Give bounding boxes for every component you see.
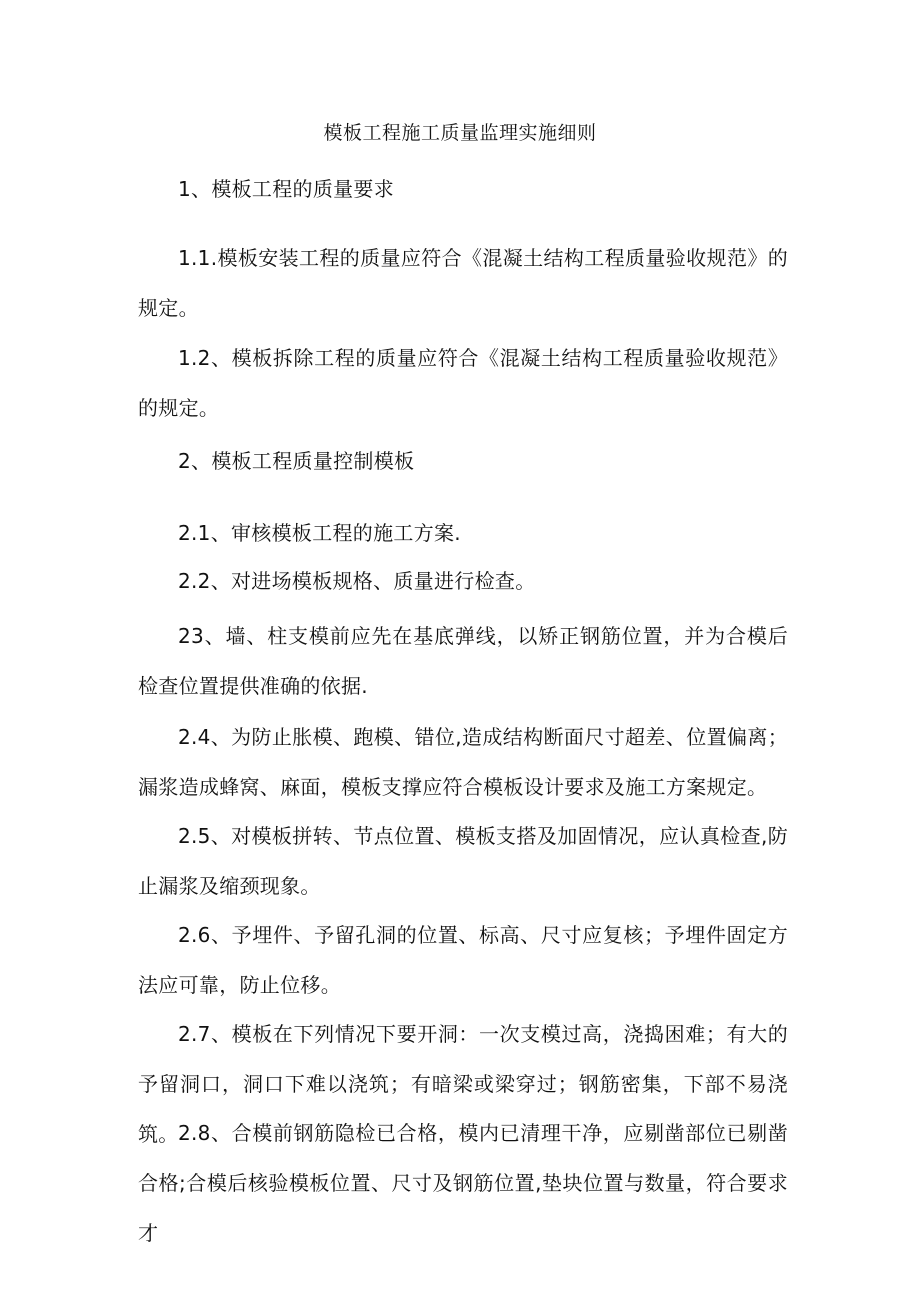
document-title: 模板工程施工质量监理实施细则 xyxy=(323,122,597,144)
section-1-heading: 1、模板工程的质量要求 xyxy=(178,177,395,201)
section-2-heading: 2、模板工程质量控制模板 xyxy=(178,449,415,473)
paragraph-2-6: 2.6、予埋件、予留孔洞的位置、标高、尺寸应复核；予埋件固定方法应可靠，防止位移。 xyxy=(138,923,788,997)
paragraph-2-4: 2.4、为防止胀模、跑模、错位,造成结构断面尺寸超差、位置偏离；漏浆造成蜂窝、麻面，模板支撑应符合模板设计要求及施工方案规定。 xyxy=(138,725,788,799)
paragraph-2-1: 2.1、审核模板工程的施工方案. xyxy=(178,521,461,545)
paragraph-2-3: 23、墙、柱支模前应先在基底弹线，以矫正钢筋位置，并为合模后检查位置提供准确的依据. xyxy=(138,624,788,698)
paragraph-2-5: 2.5、对模板拼转、节点位置、模板支搭及加固情况，应认真检查,防止漏浆及缩颈现象。 xyxy=(138,824,788,898)
paragraph-1-1: 1.1.模板安装工程的质量应符合《混凝土结构工程质量验收规范》的规定。 xyxy=(138,246,788,320)
paragraph-2-8: 2.8、合模前钢筋隐检已合格，模内已清理干净，应剔凿部位已剔凿合格;合模后核验模板位置、尺寸及钢筋位置,垫块位置与数量，符合要求才 xyxy=(138,1121,788,1245)
paragraph-2-2: 2.2、对进场模板规格、质量进行检查。 xyxy=(178,569,536,593)
paragraph-2-7: 2.7、模板在下列情况下要开洞：一次支模过高，浇捣困难；有大的予留洞口，洞口下难以浇筑；有暗梁或梁穿过；钢筋密集，下部不易浇筑。 xyxy=(138,1022,788,1146)
paragraph-1-2: 1.2、模板拆除工程的质量应符合《混凝土结构工程质量验收规范》的规定。 xyxy=(138,346,788,420)
